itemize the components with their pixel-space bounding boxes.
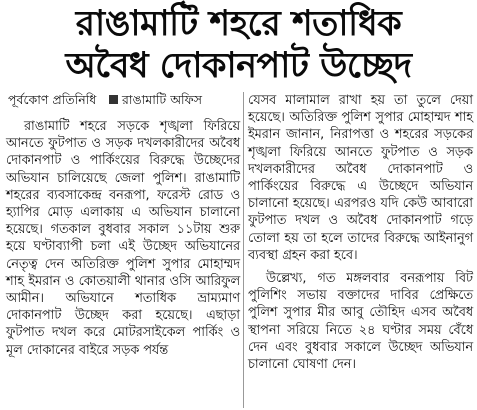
article-paragraph: রাঙামাটি শহরে সড়কে শৃঙ্খলা ফিরিয়ে আনতে ফুটপাত ও সড়ক দখলকারীদের অবৈধ দোকানপাট ও পার্কিংয়ের বিরুদ্ধে উচ্ছেদের অভিযান চালিয়েছে জেলা পুলিশ। রাঙামাটি শহরের ব্যবসাকেন্দ্র বনরূপা, ফরেস্ট রোড ও হ্যাপির মোড় এলাকায় এ অভিযান চালানো হয়েছে। গতকাল বুধবার সকাল ১১টায় শুরু হয়ে ঘণ্টাব্যাপী চলা এই উচ্ছেদ অভিযানের নেতৃত্ব দেন অতিরিক্ত পুলিশ সুপার মোহাম্মদ শাহ ইমরান ও কোতয়ালী থানার ওসি আরিফুল আমীন। অভিযানে শতাধিক ভ্রাম্যমাণ দোকানপাট উচ্ছেদ করা হয়েছে। এছাড়া ফুটপাত দখল করে মোটরসাইকেল পার্কিং ও মূল দোকানের বাইরে সড়ক পর্যন্ত [6,119,240,358]
article-column-left [6,118,240,359]
byline-bureau: রাঙামাটি অফিস [122,92,203,107]
headline-line-2: অবৈধ দোকানপাট উচ্ছেদ [65,46,412,86]
byline-square-icon [109,95,118,104]
column-divider [243,92,244,408]
article-paragraph: যেসব মালামাল রাখা হয় তা তুলে দেয়া হয়েছে। অতিরিক্ত পুলিশ সুপার মোহাম্মদ শাহ ইমরান জানান, নিরাপত্তা ও শহরের সড়কের শৃঙ্খলা ফিরিয়ে আনতে ফুটপাত ও সড়ক দখলকারীদের অবৈধ দোকানপাট ও পার্কিংয়ের বিরুদ্ধে এ উচ্ছেদে অভিযান চালানো হয়েছে। এরপরও যদি কেউ আবারো ফুটপাত দখল ও অবৈধ দোকানপাট গড়ে তোলা হয় তা হলে তাদের বিরুদ্ধে আইনানুগ ব্যবস্থা গ্রহন করা হবে। [248,93,473,263]
headline-line-1: রাঙামাটি শহরে শতাধিক [75,4,402,44]
byline-reporter: পূর্বকোণ প্রতিনিধি [8,92,97,107]
article-paragraph: উল্লেখ্য, গত মঙ্গলবার বনরূপায় বিট পুলিশিং সভায় বক্তাদের দাবির প্রেক্ষিতে পুলিশ সুপার মীর আবু তৌহিদ এসব অবৈধ স্থাপনা সরিয়ে নিতে ২৪ ঘণ্টার সময় বেঁধে দেন এবং বুধবার সকালে উচ্ছেদ অভিযান চালানো ঘোষণা দেন। [248,271,473,373]
article-column-right [248,92,473,373]
